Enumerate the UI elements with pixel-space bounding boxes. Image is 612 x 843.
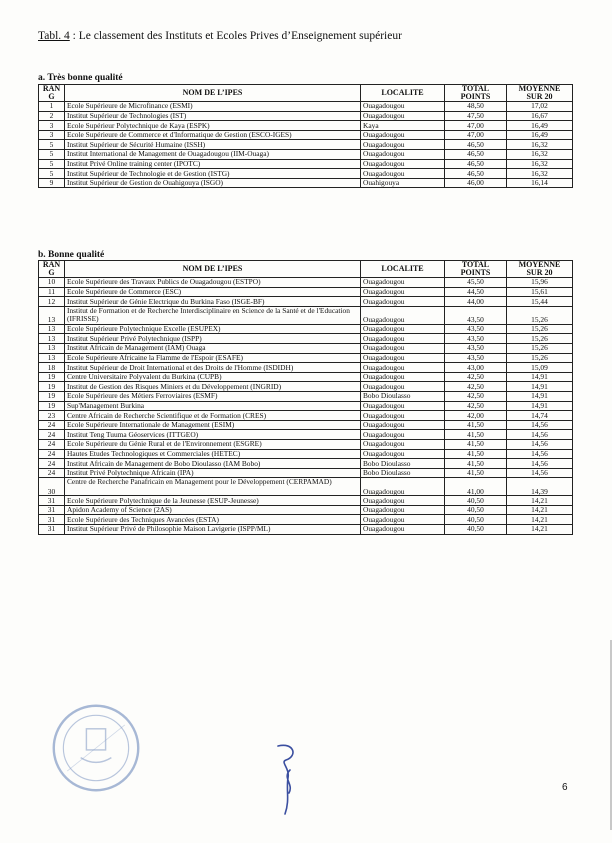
name-cell: Sup'Management Burkina — [65, 401, 361, 411]
points-cell: 43,50 — [445, 306, 507, 324]
table-row — [39, 525, 573, 535]
name-cell: Institut Supérieur de Technologies (IST) — [65, 111, 361, 121]
name-cell: Ecole Supérieure du Génie Rural et de l'Environnement (ESGRE) — [65, 439, 361, 449]
table-row — [39, 140, 573, 150]
average-cell: 16,32 — [507, 140, 573, 150]
points-cell: 48,50 — [445, 102, 507, 112]
points-cell: 45,50 — [445, 278, 507, 288]
name-cell: Centre Universitaire Polyvalent du Burkina (CUPB) — [65, 372, 361, 382]
table-row — [39, 505, 573, 515]
page-number: 6 — [562, 782, 568, 793]
column-header-locality: LOCALITE — [361, 85, 445, 102]
ranking-table-good — [38, 260, 573, 535]
points-cell: 40,50 — [445, 505, 507, 515]
name-cell: Institut de Formation et de Recherche Interdisciplinaire en Science de la Santé et de l'Education (IFRISSE) — [65, 306, 361, 324]
table-row — [39, 478, 573, 496]
points-cell: 42,50 — [445, 372, 507, 382]
name-cell: Ecole Supérieure Polytechnique Excelle (ESUPEX) — [65, 324, 361, 334]
rank-cell: 24 — [39, 439, 65, 449]
rank-cell: 13 — [39, 353, 65, 363]
table-row — [39, 121, 573, 131]
average-cell: 15,44 — [507, 297, 573, 307]
rank-cell: 1 — [39, 102, 65, 112]
points-cell: 41,50 — [445, 449, 507, 459]
table-row — [39, 306, 573, 324]
locality-cell: Ouagadougou — [361, 439, 445, 449]
locality-cell: Ouagadougou — [361, 278, 445, 288]
locality-cell: Ouagadougou — [361, 159, 445, 169]
table-row — [39, 515, 573, 525]
locality-cell: Kaya — [361, 121, 445, 131]
table-row — [39, 287, 573, 297]
locality-cell: Ouagadougou — [361, 363, 445, 373]
name-cell: Ecole Supérieur Polytechnique de Kaya (ESPK) — [65, 121, 361, 131]
average-cell: 14,21 — [507, 525, 573, 535]
average-cell: 14,91 — [507, 382, 573, 392]
points-cell: 42,50 — [445, 391, 507, 401]
average-cell: 14,56 — [507, 420, 573, 430]
locality-cell: Ouagadougou — [361, 140, 445, 150]
name-cell: Institut Supérieur Privé Polytechnique (ISPP) — [65, 334, 361, 344]
column-header-name: NOM DE L’IPES — [65, 85, 361, 102]
points-cell: 43,50 — [445, 353, 507, 363]
rank-cell: 3 — [39, 121, 65, 131]
locality-cell: Bobo Dioulasso — [361, 468, 445, 478]
name-cell: Ecole Supérieure des Travaux Publics de Ouagadougou (ESTPO) — [65, 278, 361, 288]
rank-cell: 19 — [39, 382, 65, 392]
points-cell: 47,50 — [445, 111, 507, 121]
rank-cell: 19 — [39, 391, 65, 401]
table-row — [39, 278, 573, 288]
table-row — [39, 496, 573, 506]
column-header-rank: RAN G — [39, 261, 65, 278]
points-cell: 46,50 — [445, 140, 507, 150]
table-row — [39, 149, 573, 159]
average-cell: 14,56 — [507, 449, 573, 459]
locality-cell: Ouagadougou — [361, 430, 445, 440]
locality-cell: Ouahigouya — [361, 178, 445, 188]
locality-cell: Bobo Dioulasso — [361, 391, 445, 401]
table-row — [39, 343, 573, 353]
average-cell: 14,21 — [507, 496, 573, 506]
average-cell: 16,49 — [507, 130, 573, 140]
points-cell: 44,50 — [445, 287, 507, 297]
average-cell: 15,09 — [507, 363, 573, 373]
rank-cell: 31 — [39, 505, 65, 515]
name-cell: Ecole Supérieure de Commerce (ESC) — [65, 287, 361, 297]
average-cell: 15,61 — [507, 287, 573, 297]
rank-cell: 31 — [39, 515, 65, 525]
name-cell: Ecole Supérieure Africaine la Flamme de l'Espoir (ESAFE) — [65, 353, 361, 363]
rank-cell: 9 — [39, 178, 65, 188]
name-cell: Institut de Gestion des Risques Miniers et du Développement (INGRID) — [65, 382, 361, 392]
table-row — [39, 102, 573, 112]
page-title — [38, 30, 402, 42]
name-cell: Institut Privé Online training center (IPOTC) — [65, 159, 361, 169]
name-cell: Ecole Supérieure des Techniques Avancées (ESTA) — [65, 515, 361, 525]
average-cell: 17,02 — [507, 102, 573, 112]
rank-cell: 12 — [39, 297, 65, 307]
section-title-very-good: a. Très bonne qualité — [38, 73, 123, 83]
average-cell: 14,39 — [507, 478, 573, 496]
locality-cell: Ouagadougou — [361, 149, 445, 159]
points-cell: 42,50 — [445, 401, 507, 411]
rank-cell: 24 — [39, 420, 65, 430]
locality-cell: Ouagadougou — [361, 449, 445, 459]
name-cell: Centre de Recherche Panafricain en Management pour le Développement (CERPAMAD) — [65, 478, 361, 496]
rank-cell: 5 — [39, 140, 65, 150]
points-cell: 41,50 — [445, 420, 507, 430]
table-row — [39, 449, 573, 459]
rank-cell: 3 — [39, 130, 65, 140]
ranking-table-very-good — [38, 84, 573, 188]
average-cell: 15,26 — [507, 306, 573, 324]
average-cell: 14,56 — [507, 430, 573, 440]
points-cell: 41,50 — [445, 459, 507, 469]
section-title-good: b. Bonne qualité — [38, 250, 105, 260]
table-row — [39, 439, 573, 449]
rank-cell: 11 — [39, 287, 65, 297]
average-cell: 14,56 — [507, 468, 573, 478]
name-cell: Ecole Supérieure Polytechnique de la Jeunesse (ESUP-Jeunesse) — [65, 496, 361, 506]
points-cell: 47,00 — [445, 130, 507, 140]
table-row — [39, 159, 573, 169]
average-cell: 15,26 — [507, 324, 573, 334]
points-cell: 40,50 — [445, 496, 507, 506]
name-cell: Institut Supérieur de Sécurité Humaine (ISSH) — [65, 140, 361, 150]
table-header-row — [39, 261, 573, 278]
locality-cell: Ouagadougou — [361, 102, 445, 112]
points-cell: 43,50 — [445, 324, 507, 334]
table-row — [39, 411, 573, 421]
locality-cell: Bobo Dioulasso — [361, 459, 445, 469]
locality-cell: Ouagadougou — [361, 525, 445, 535]
average-cell: 14,21 — [507, 515, 573, 525]
table-row — [39, 401, 573, 411]
table-row — [39, 111, 573, 121]
name-cell: Institut Africain de Management (IAM) Ouaga — [65, 343, 361, 353]
table-row — [39, 178, 573, 188]
table-row — [39, 363, 573, 373]
name-cell: Institut Supérieur de Technologie et de Gestion (ISTG) — [65, 169, 361, 179]
rank-cell: 18 — [39, 363, 65, 373]
points-cell: 46,50 — [445, 149, 507, 159]
points-cell: 41,00 — [445, 478, 507, 496]
locality-cell: Ouagadougou — [361, 478, 445, 496]
table-row — [39, 391, 573, 401]
name-cell: Institut Privé Polytechnique Africain (IPA) — [65, 468, 361, 478]
rank-cell: 31 — [39, 496, 65, 506]
rank-cell: 13 — [39, 306, 65, 324]
name-cell: Institut Supérieur de Gestion de Ouahigouya (ISGO) — [65, 178, 361, 188]
name-cell: Institut Supérieur de Droit International et des Droits de l'Homme (ISDIDH) — [65, 363, 361, 373]
locality-cell: Ouagadougou — [361, 372, 445, 382]
locality-cell: Ouagadougou — [361, 324, 445, 334]
average-cell: 14,91 — [507, 401, 573, 411]
points-cell: 41,50 — [445, 468, 507, 478]
signature — [268, 738, 308, 818]
average-cell: 16,67 — [507, 111, 573, 121]
table-row — [39, 420, 573, 430]
average-cell: 16,32 — [507, 159, 573, 169]
rank-cell: 10 — [39, 278, 65, 288]
column-header-average: MOYENNE SUR 20 — [507, 85, 573, 102]
average-cell: 14,56 — [507, 459, 573, 469]
rank-cell: 30 — [39, 478, 65, 496]
locality-cell: Ouagadougou — [361, 130, 445, 140]
average-cell: 15,26 — [507, 334, 573, 344]
column-header-name: NOM DE L’IPES — [65, 261, 361, 278]
rank-cell: 2 — [39, 111, 65, 121]
points-cell: 40,50 — [445, 515, 507, 525]
table-row — [39, 324, 573, 334]
table-row — [39, 169, 573, 179]
table-row — [39, 468, 573, 478]
points-cell: 41,50 — [445, 439, 507, 449]
points-cell: 43,50 — [445, 334, 507, 344]
column-header-average: MOYENNE SUR 20 — [507, 261, 573, 278]
rank-cell: 13 — [39, 343, 65, 353]
points-cell: 46,50 — [445, 159, 507, 169]
rank-cell: 24 — [39, 468, 65, 478]
points-cell: 46,00 — [445, 178, 507, 188]
name-cell: Institut Supérieur de Génie Electrique du Burkina Faso (ISGE-BF) — [65, 297, 361, 307]
average-cell: 16,49 — [507, 121, 573, 131]
rank-cell: 19 — [39, 401, 65, 411]
name-cell: Hautes Etudes Technologiques et Commerciales (HETEC) — [65, 449, 361, 459]
average-cell: 15,26 — [507, 343, 573, 353]
locality-cell: Ouagadougou — [361, 401, 445, 411]
points-cell: 40,50 — [445, 525, 507, 535]
average-cell: 15,26 — [507, 353, 573, 363]
table-row — [39, 353, 573, 363]
average-cell: 16,32 — [507, 169, 573, 179]
locality-cell: Ouagadougou — [361, 343, 445, 353]
locality-cell: Ouagadougou — [361, 334, 445, 344]
points-cell: 43,50 — [445, 343, 507, 353]
name-cell: Ecole Supérieure de Commerce et d'Informatique de Gestion (ESCO-IGES) — [65, 130, 361, 140]
locality-cell: Ouagadougou — [361, 353, 445, 363]
table-caption: : Le classement des Instituts et Ecoles Prives d’Enseignement supérieur — [69, 30, 402, 42]
table-row — [39, 382, 573, 392]
column-header-rank: RAN G — [39, 85, 65, 102]
table-row — [39, 372, 573, 382]
rank-cell: 5 — [39, 169, 65, 179]
points-cell: 43,00 — [445, 363, 507, 373]
points-cell: 46,50 — [445, 169, 507, 179]
points-cell: 42,00 — [445, 411, 507, 421]
average-cell: 14,74 — [507, 411, 573, 421]
average-cell: 15,96 — [507, 278, 573, 288]
locality-cell: Ouagadougou — [361, 496, 445, 506]
locality-cell: Ouagadougou — [361, 411, 445, 421]
table-reference: Tabl. 4 — [38, 30, 70, 42]
name-cell: Ecole Supérieure des Métiers Ferroviaires (ESMF) — [65, 391, 361, 401]
locality-cell: Ouagadougou — [361, 420, 445, 430]
table-header-row — [39, 85, 573, 102]
points-cell: 41,50 — [445, 430, 507, 440]
average-cell: 14,91 — [507, 391, 573, 401]
official-stamp — [48, 700, 144, 796]
points-cell: 42,50 — [445, 382, 507, 392]
locality-cell: Ouagadougou — [361, 382, 445, 392]
name-cell: Institut Teng Tuuma Géoservices (ITTGEO) — [65, 430, 361, 440]
table-row — [39, 130, 573, 140]
table-row — [39, 297, 573, 307]
rank-cell: 19 — [39, 372, 65, 382]
rank-cell: 13 — [39, 324, 65, 334]
rank-cell: 5 — [39, 159, 65, 169]
average-cell: 16,32 — [507, 149, 573, 159]
locality-cell: Ouagadougou — [361, 515, 445, 525]
name-cell: Institut Supérieur Privé de Philosophie Maison Lavigerie (ISPP/ML) — [65, 525, 361, 535]
table-row — [39, 459, 573, 469]
column-header-points: TOTAL POINTS — [445, 85, 507, 102]
table-row — [39, 334, 573, 344]
average-cell: 14,91 — [507, 372, 573, 382]
rank-cell: 31 — [39, 525, 65, 535]
name-cell: Centre Africain de Recherche Scientifique et de Formation (CRES) — [65, 411, 361, 421]
name-cell: Apidon Academy of Science (2AS) — [65, 505, 361, 515]
locality-cell: Ouagadougou — [361, 306, 445, 324]
name-cell: Institut International de Management de Ouagadougou (IIM-Ouaga) — [65, 149, 361, 159]
name-cell: Ecole Supérieure Internationale de Management (ESIM) — [65, 420, 361, 430]
name-cell: Institut Africain de Management de Bobo Dioulasso (IAM Bobo) — [65, 459, 361, 469]
name-cell: Ecole Supérieure de Microfinance (ESMI) — [65, 102, 361, 112]
average-cell: 14,56 — [507, 439, 573, 449]
locality-cell: Ouagadougou — [361, 111, 445, 121]
rank-cell: 24 — [39, 449, 65, 459]
locality-cell: Ouagadougou — [361, 169, 445, 179]
locality-cell: Ouagadougou — [361, 287, 445, 297]
points-cell: 47,00 — [445, 121, 507, 131]
rank-cell: 23 — [39, 411, 65, 421]
locality-cell: Ouagadougou — [361, 505, 445, 515]
average-cell: 14,21 — [507, 505, 573, 515]
table-row — [39, 430, 573, 440]
points-cell: 44,00 — [445, 297, 507, 307]
column-header-points: TOTAL POINTS — [445, 261, 507, 278]
rank-cell: 24 — [39, 430, 65, 440]
locality-cell: Ouagadougou — [361, 297, 445, 307]
rank-cell: 5 — [39, 149, 65, 159]
average-cell: 16,14 — [507, 178, 573, 188]
rank-cell: 13 — [39, 334, 65, 344]
rank-cell: 24 — [39, 459, 65, 469]
column-header-locality: LOCALITE — [361, 261, 445, 278]
